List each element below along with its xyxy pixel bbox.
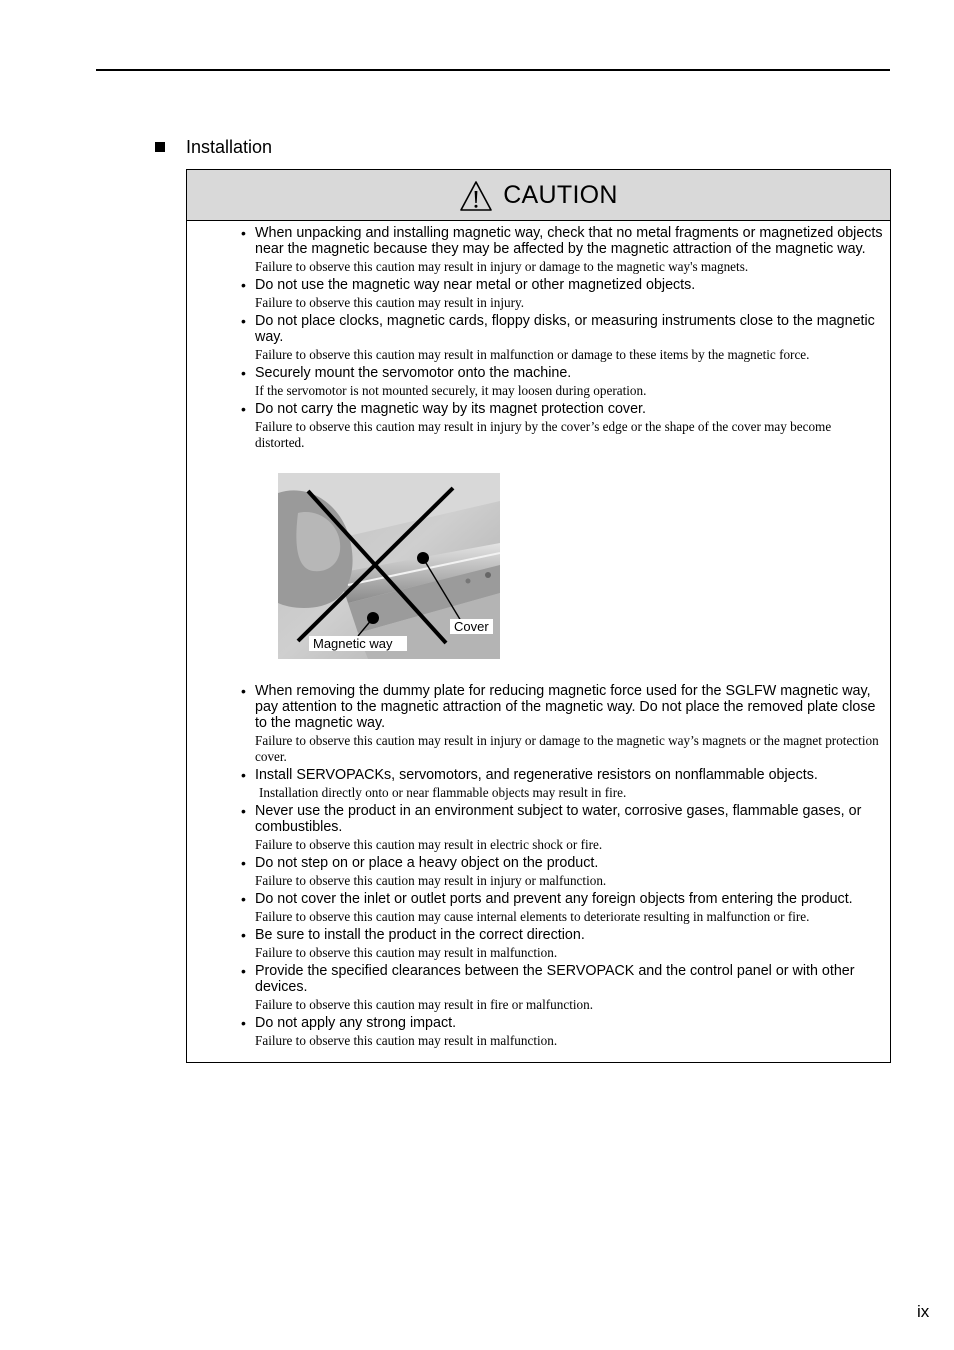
caution-consequence: Failure to observe this caution may result in malfunction.	[255, 945, 558, 960]
list-item	[241, 803, 883, 853]
caution-consequence: Failure to observe this caution may result in injury by the cover’s edge or the shape of the cover may become distorted.	[255, 419, 832, 450]
square-bullet-icon	[155, 142, 165, 152]
caution-statement: • When removing the dummy plate for reducing magnetic force used for the SGLFW magnetic way, pay attention to the magnetic attraction of the magnetic way. Do not place the removed plate close to the magnetic way.	[255, 683, 876, 731]
warning-triangle-icon	[459, 180, 493, 212]
caution-consequence: Failure to observe this caution may result in fire or malfunction.	[255, 997, 594, 1012]
header-rule	[96, 69, 890, 71]
magnetic-way-label: Magnetic way	[309, 636, 407, 651]
caution-consequence: Failure to observe this caution may result in injury.	[255, 295, 525, 310]
caution-consequence: If the servomotor is not mounted securely, it may loosen during operation.	[255, 383, 647, 398]
magnetic-way-figure	[278, 473, 500, 659]
caution-consequence: Failure to observe this caution may result in electric shock or fire.	[255, 837, 603, 852]
caution-consequence: Failure to observe this caution may result in injury or damage to the magnetic way's magnets.	[255, 259, 749, 274]
caution-statement: • Install SERVOPACKs, servomotors, and regenerative resistors on nonflammable objects.	[255, 767, 818, 783]
caution-consequence: Failure to observe this caution may result in malfunction or damage to these items by the magnetic force.	[255, 347, 810, 362]
section-title: Installation	[186, 136, 273, 157]
caution-statement: • Do not carry the magnetic way by its magnet protection cover.	[255, 401, 646, 417]
list-item	[241, 365, 883, 399]
cover-label: Cover	[450, 619, 493, 634]
list-item	[241, 767, 883, 801]
list-item	[241, 277, 883, 311]
caution-consequence: Failure to observe this caution may result in malfunction.	[255, 1033, 558, 1048]
caution-statement: • When unpacking and installing magnetic way, check that no metal fragments or magnetized objects near the magnetic because they may be affected by the magnetic attraction of the magnetic way.	[255, 225, 883, 257]
list-item	[241, 313, 883, 363]
page-number: ix	[917, 1302, 930, 1321]
caution-list-bottom	[241, 683, 883, 1051]
section-heading	[155, 136, 272, 158]
caution-statement: • Do not apply any strong impact.	[255, 1015, 457, 1031]
list-item	[241, 855, 883, 889]
caution-consequence: Failure to observe this caution may cause internal elements to deteriorate resulting in malfunction or fire.	[255, 909, 810, 924]
list-item	[241, 1015, 883, 1049]
list-item	[241, 927, 883, 961]
caution-header	[187, 170, 890, 221]
caution-statement: • Provide the specified clearances between the SERVOPACK and the control panel or with other devices.	[255, 963, 855, 995]
list-item	[241, 401, 883, 451]
caution-statement: • Do not place clocks, magnetic cards, floppy disks, or measuring instruments close to the magnetic way.	[255, 313, 875, 345]
list-item	[241, 963, 883, 1013]
caution-list-top	[241, 225, 883, 453]
caution-consequence: Failure to observe this caution may result in injury or damage to the magnetic way’s magnets or the magnet protection cover.	[255, 733, 879, 764]
list-item	[241, 891, 883, 925]
caution-statement: • Do not cover the inlet or outlet ports and prevent any foreign objects from entering the product.	[255, 891, 853, 907]
caution-title: CAUTION	[503, 180, 618, 209]
caution-statement: • Be sure to install the product in the correct direction.	[255, 927, 585, 943]
caution-statement: • Never use the product in an environment subject to water, corrosive gases, flammable gases, or combustibles.	[255, 803, 862, 835]
caution-consequence: Failure to observe this caution may result in injury or malfunction.	[255, 873, 607, 888]
caution-statement: • Do not step on or place a heavy object on the product.	[255, 855, 599, 871]
caution-statement: • Do not use the magnetic way near metal or other magnetized objects.	[255, 277, 696, 293]
list-item	[241, 683, 883, 765]
caution-consequence: Installation directly onto or near flammable objects may result in fire.	[259, 785, 627, 800]
list-item	[241, 225, 883, 275]
caution-statement: • Securely mount the servomotor onto the machine.	[255, 365, 572, 381]
caution-box	[186, 169, 891, 1063]
